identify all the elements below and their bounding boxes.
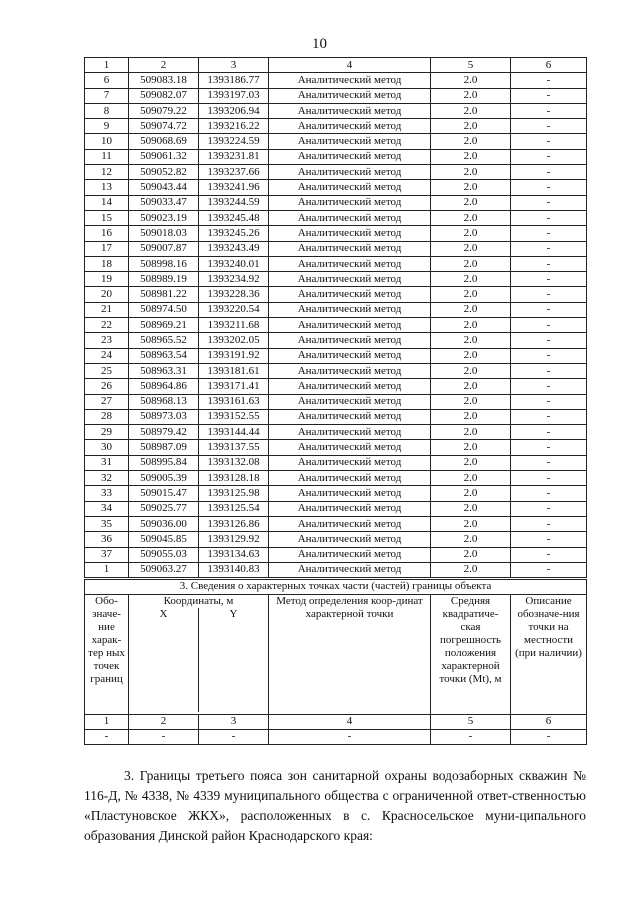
- section3-title-row: [85, 580, 587, 595]
- table-row: [85, 547, 587, 562]
- table-cell: 1393197.03: [199, 88, 269, 103]
- table-cell: 36: [85, 532, 129, 547]
- table-cell: -: [511, 195, 587, 210]
- table-cell: 1393228.36: [199, 287, 269, 302]
- table-cell: 19: [85, 272, 129, 287]
- table-cell: -: [511, 165, 587, 180]
- table-cell: Аналитический метод: [269, 302, 431, 317]
- table-cell: 17: [85, 241, 129, 256]
- table-cell: 1393224.59: [199, 134, 269, 149]
- section3-title: 3. Сведения о характерных точках части (частей) границы объекта: [85, 580, 587, 595]
- table-cell: Аналитический метод: [269, 501, 431, 516]
- table-row: [85, 425, 587, 440]
- table-cell: Аналитический метод: [269, 241, 431, 256]
- y-label: Y: [229, 608, 238, 620]
- header-cell: 4: [269, 58, 431, 73]
- table-cell: -: [511, 486, 587, 501]
- table-cell: -: [511, 394, 587, 409]
- table-cell: 2.0: [431, 119, 511, 134]
- table-cell: 21: [85, 302, 129, 317]
- number-cell: 3: [199, 715, 269, 730]
- table-cell: 27: [85, 394, 129, 409]
- table-cell: 508995.84: [129, 455, 199, 470]
- value-cell: -: [85, 730, 129, 745]
- table-cell: Аналитический метод: [269, 562, 431, 577]
- table-cell: 508973.03: [129, 409, 199, 424]
- table-cell: 16: [85, 226, 129, 241]
- table-cell: 509082.07: [129, 88, 199, 103]
- table-row: [85, 241, 587, 256]
- error-header: Средняя квадратиче-ская погрешность положения характерной точки (Mt), м: [431, 595, 511, 715]
- table-cell: 2.0: [431, 73, 511, 88]
- coordinates-header-text: Координаты, м: [163, 595, 234, 607]
- table-cell: 1393245.48: [199, 210, 269, 225]
- table-cell: Аналитический метод: [269, 455, 431, 470]
- table-cell: 2.0: [431, 88, 511, 103]
- table-row: [85, 119, 587, 134]
- designation-header-text: Обо-значе-ние харак-тер ных точек границ: [88, 595, 125, 685]
- table-cell: 1393216.22: [199, 119, 269, 134]
- table-row: [85, 88, 587, 103]
- table-cell: 508974.50: [129, 302, 199, 317]
- table-row: [85, 302, 587, 317]
- table-cell: 1393211.68: [199, 318, 269, 333]
- value-cell: -: [431, 730, 511, 745]
- table-cell: -: [511, 256, 587, 271]
- table-cell: -: [511, 226, 587, 241]
- table-cell: Аналитический метод: [269, 103, 431, 118]
- table-cell: 25: [85, 363, 129, 378]
- table-row: [85, 318, 587, 333]
- section3-number-row: [85, 715, 587, 730]
- table-cell: 509074.72: [129, 119, 199, 134]
- section3-paragraph: 3. Границы третьего пояса зон санитарной охраны водозаборных скважин № 116-Д, № 4338, № 4339 муниципального общества с ограниченной ответ-ственностью «Пластуновское ЖКХ», расположенных в с. Красносельское муни-ципального образования Динской район Краснодарского края:: [84, 767, 586, 843]
- table-cell: 1393152.55: [199, 409, 269, 424]
- table-cell: -: [511, 88, 587, 103]
- table-cell: 2.0: [431, 149, 511, 164]
- table-cell: 28: [85, 409, 129, 424]
- table-cell: Аналитический метод: [269, 73, 431, 88]
- value-cell: -: [129, 730, 199, 745]
- table-cell: -: [511, 425, 587, 440]
- table-cell: Аналитический метод: [269, 226, 431, 241]
- table-row: [85, 195, 587, 210]
- table-row: [85, 501, 587, 516]
- table-row: [85, 348, 587, 363]
- table-cell: -: [511, 241, 587, 256]
- table-row: [85, 180, 587, 195]
- table-cell: 2.0: [431, 210, 511, 225]
- table-cell: -: [511, 363, 587, 378]
- table-cell: -: [511, 440, 587, 455]
- value-cell: -: [511, 730, 587, 745]
- table-cell: Аналитический метод: [269, 394, 431, 409]
- table-row: [85, 272, 587, 287]
- table-cell: -: [511, 562, 587, 577]
- table-cell: 2.0: [431, 532, 511, 547]
- table-cell: 30: [85, 440, 129, 455]
- table-cell: 26: [85, 379, 129, 394]
- table-cell: 1393191.92: [199, 348, 269, 363]
- table-cell: 2.0: [431, 103, 511, 118]
- table-cell: 1393202.05: [199, 333, 269, 348]
- table-cell: 33: [85, 486, 129, 501]
- table-cell: 2.0: [431, 516, 511, 531]
- table-cell: Аналитический метод: [269, 195, 431, 210]
- table-cell: 1393244.59: [199, 195, 269, 210]
- table-row: [85, 165, 587, 180]
- table-row: [85, 455, 587, 470]
- table-cell: Аналитический метод: [269, 272, 431, 287]
- table-cell: 509079.22: [129, 103, 199, 118]
- table-cell: -: [511, 547, 587, 562]
- description-header: Описание обозначе-ния точки на местности (при наличии): [511, 595, 587, 715]
- table-cell: 2.0: [431, 440, 511, 455]
- table-cell: -: [511, 103, 587, 118]
- table-cell: 1393206.94: [199, 103, 269, 118]
- table-cell: 1393240.01: [199, 256, 269, 271]
- table-cell: 509083.18: [129, 73, 199, 88]
- table-cell: 2.0: [431, 471, 511, 486]
- table-cell: 1393134.63: [199, 547, 269, 562]
- table-cell: -: [511, 287, 587, 302]
- table-cell: -: [511, 180, 587, 195]
- table-cell: 2.0: [431, 379, 511, 394]
- table-cell: 1393161.63: [199, 394, 269, 409]
- table-cell: Аналитический метод: [269, 287, 431, 302]
- table-cell: 1393126.86: [199, 516, 269, 531]
- table-cell: 509025.77: [129, 501, 199, 516]
- table-cell: 2.0: [431, 241, 511, 256]
- table-cell: 1: [85, 562, 129, 577]
- table-cell: 509018.03: [129, 226, 199, 241]
- table-cell: 1393128.18: [199, 471, 269, 486]
- table-row: [85, 333, 587, 348]
- table-cell: 12: [85, 165, 129, 180]
- table-cell: 2.0: [431, 486, 511, 501]
- header-cell: 2: [129, 58, 199, 73]
- table-cell: -: [511, 379, 587, 394]
- header-cell: 1: [85, 58, 129, 73]
- table-cell: 1393237.66: [199, 165, 269, 180]
- table-cell: 34: [85, 501, 129, 516]
- table-cell: 2.0: [431, 333, 511, 348]
- table-cell: Аналитический метод: [269, 379, 431, 394]
- table-cell: 1393140.83: [199, 562, 269, 577]
- table-cell: Аналитический метод: [269, 532, 431, 547]
- table-cell: 22: [85, 318, 129, 333]
- table-cell: 8: [85, 103, 129, 118]
- table-cell: 2.0: [431, 547, 511, 562]
- table-cell: Аналитический метод: [269, 134, 431, 149]
- table-cell: Аналитический метод: [269, 425, 431, 440]
- table-cell: -: [511, 409, 587, 424]
- table-cell: 509023.19: [129, 210, 199, 225]
- table-cell: -: [511, 532, 587, 547]
- table-row: [85, 363, 587, 378]
- table-cell: Аналитический метод: [269, 547, 431, 562]
- table-cell: -: [511, 149, 587, 164]
- table-cell: 7: [85, 88, 129, 103]
- table-cell: 1393125.98: [199, 486, 269, 501]
- table-cell: 2.0: [431, 409, 511, 424]
- table-cell: -: [511, 119, 587, 134]
- table-row: [85, 532, 587, 547]
- table-cell: 2.0: [431, 394, 511, 409]
- table-row: [85, 486, 587, 501]
- table-cell: 2.0: [431, 363, 511, 378]
- table-cell: 509036.00: [129, 516, 199, 531]
- table-cell: 1393186.77: [199, 73, 269, 88]
- table-cell: Аналитический метод: [269, 409, 431, 424]
- table-cell: Аналитический метод: [269, 333, 431, 348]
- table-cell: -: [511, 333, 587, 348]
- table-cell: -: [511, 348, 587, 363]
- table-cell: 20: [85, 287, 129, 302]
- table-row: [85, 471, 587, 486]
- page-number: 10: [312, 36, 327, 52]
- table-cell: 508968.13: [129, 394, 199, 409]
- table-row: [85, 440, 587, 455]
- table-cell: 1393220.54: [199, 302, 269, 317]
- number-cell: 1: [85, 715, 129, 730]
- section3-header-row: [85, 595, 587, 715]
- table-cell: Аналитический метод: [269, 256, 431, 271]
- table-cell: 2.0: [431, 318, 511, 333]
- table-cell: 2.0: [431, 195, 511, 210]
- method-header: Метод определения коор-динат характерной точки: [269, 595, 431, 715]
- table-cell: -: [511, 455, 587, 470]
- table-cell: -: [511, 516, 587, 531]
- table-cell: Аналитический метод: [269, 516, 431, 531]
- table-cell: 6: [85, 73, 129, 88]
- table-row: [85, 562, 587, 577]
- table-row: [85, 379, 587, 394]
- header-cell: 3: [199, 58, 269, 73]
- table-cell: 508964.86: [129, 379, 199, 394]
- table-cell: -: [511, 272, 587, 287]
- table-cell: 1393125.54: [199, 501, 269, 516]
- table-cell: 508979.42: [129, 425, 199, 440]
- table-cell: 10: [85, 134, 129, 149]
- table-cell: 508987.09: [129, 440, 199, 455]
- table-cell: 509007.87: [129, 241, 199, 256]
- table-cell: 2.0: [431, 348, 511, 363]
- table-row: [85, 134, 587, 149]
- table-cell: -: [511, 302, 587, 317]
- table-cell: 32: [85, 471, 129, 486]
- table-cell: Аналитический метод: [269, 318, 431, 333]
- table-cell: 24: [85, 348, 129, 363]
- number-cell: 4: [269, 715, 431, 730]
- header-cell: 5: [431, 58, 511, 73]
- table-row: [85, 73, 587, 88]
- table-cell: Аналитический метод: [269, 486, 431, 501]
- table-cell: 1393181.61: [199, 363, 269, 378]
- table-cell: 2.0: [431, 455, 511, 470]
- number-cell: 6: [511, 715, 587, 730]
- table-cell: -: [511, 501, 587, 516]
- table-cell: 508969.21: [129, 318, 199, 333]
- table-row: [85, 516, 587, 531]
- table-row: [85, 226, 587, 241]
- table-cell: 2.0: [431, 226, 511, 241]
- table-cell: Аналитический метод: [269, 180, 431, 195]
- table-cell: 509015.47: [129, 486, 199, 501]
- table-cell: Аналитический метод: [269, 440, 431, 455]
- table-cell: 11: [85, 149, 129, 164]
- table-row: [85, 149, 587, 164]
- table-cell: 509052.82: [129, 165, 199, 180]
- table-cell: 1393132.08: [199, 455, 269, 470]
- table-cell: 508981.22: [129, 287, 199, 302]
- table-cell: Аналитический метод: [269, 348, 431, 363]
- coordinates-table-body: [85, 58, 587, 578]
- table-cell: 14: [85, 195, 129, 210]
- table-cell: 13: [85, 180, 129, 195]
- table-cell: 9: [85, 119, 129, 134]
- table-cell: 1393144.44: [199, 425, 269, 440]
- table-row: [85, 409, 587, 424]
- table-cell: 2.0: [431, 501, 511, 516]
- table-cell: Аналитический метод: [269, 471, 431, 486]
- table-cell: -: [511, 73, 587, 88]
- table-cell: -: [511, 134, 587, 149]
- table-cell: 2.0: [431, 287, 511, 302]
- table-cell: 1393231.81: [199, 149, 269, 164]
- table-cell: 2.0: [431, 425, 511, 440]
- section3-value-row: [85, 730, 587, 745]
- coordinates-table: [84, 57, 587, 578]
- coordinates-subheaders: [129, 608, 268, 712]
- table-cell: 1393129.92: [199, 532, 269, 547]
- number-cell: 2: [129, 715, 199, 730]
- table-cell: 29: [85, 425, 129, 440]
- section3-table: [84, 579, 587, 745]
- table-cell: 2.0: [431, 180, 511, 195]
- table-cell: 1393137.55: [199, 440, 269, 455]
- number-cell: 5: [431, 715, 511, 730]
- table-cell: 509068.69: [129, 134, 199, 149]
- table-cell: 2.0: [431, 256, 511, 271]
- table-cell: Аналитический метод: [269, 363, 431, 378]
- table-cell: 509043.44: [129, 180, 199, 195]
- table-cell: 18: [85, 256, 129, 271]
- table-cell: 2.0: [431, 562, 511, 577]
- value-cell: -: [269, 730, 431, 745]
- table-cell: 23: [85, 333, 129, 348]
- header-cell: 6: [511, 58, 587, 73]
- coordinates-header: [129, 595, 269, 715]
- table-cell: 509061.32: [129, 149, 199, 164]
- table-header-row: [85, 58, 587, 73]
- table-row: [85, 256, 587, 271]
- table-cell: 2.0: [431, 134, 511, 149]
- table-cell: -: [511, 210, 587, 225]
- table-cell: 508963.31: [129, 363, 199, 378]
- table-cell: Аналитический метод: [269, 210, 431, 225]
- table-cell: 508998.16: [129, 256, 199, 271]
- table-cell: Аналитический метод: [269, 149, 431, 164]
- table-cell: 15: [85, 210, 129, 225]
- table-cell: 37: [85, 547, 129, 562]
- table-row: [85, 210, 587, 225]
- table-cell: 35: [85, 516, 129, 531]
- table-cell: Аналитический метод: [269, 165, 431, 180]
- table-cell: 2.0: [431, 272, 511, 287]
- designation-header: [85, 595, 129, 715]
- table-cell: 509005.39: [129, 471, 199, 486]
- table-row: [85, 394, 587, 409]
- table-cell: 508963.54: [129, 348, 199, 363]
- table-cell: Аналитический метод: [269, 88, 431, 103]
- x-label: X: [129, 608, 199, 712]
- table-cell: -: [511, 471, 587, 486]
- table-cell: 1393234.92: [199, 272, 269, 287]
- table-cell: 508965.52: [129, 333, 199, 348]
- value-cell: -: [199, 730, 269, 745]
- table-cell: 2.0: [431, 165, 511, 180]
- table-cell: 509033.47: [129, 195, 199, 210]
- table-cell: 2.0: [431, 302, 511, 317]
- table-cell: 31: [85, 455, 129, 470]
- table-cell: 1393241.96: [199, 180, 269, 195]
- table-cell: 509045.85: [129, 532, 199, 547]
- table-row: [85, 103, 587, 118]
- table-cell: 508989.19: [129, 272, 199, 287]
- table-cell: Аналитический метод: [269, 119, 431, 134]
- table-cell: 509055.03: [129, 547, 199, 562]
- table-cell: -: [511, 318, 587, 333]
- table-row: [85, 287, 587, 302]
- table-cell: 1393171.41: [199, 379, 269, 394]
- table-cell: 1393245.26: [199, 226, 269, 241]
- table-cell: 509063.27: [129, 562, 199, 577]
- table-cell: 1393243.49: [199, 241, 269, 256]
